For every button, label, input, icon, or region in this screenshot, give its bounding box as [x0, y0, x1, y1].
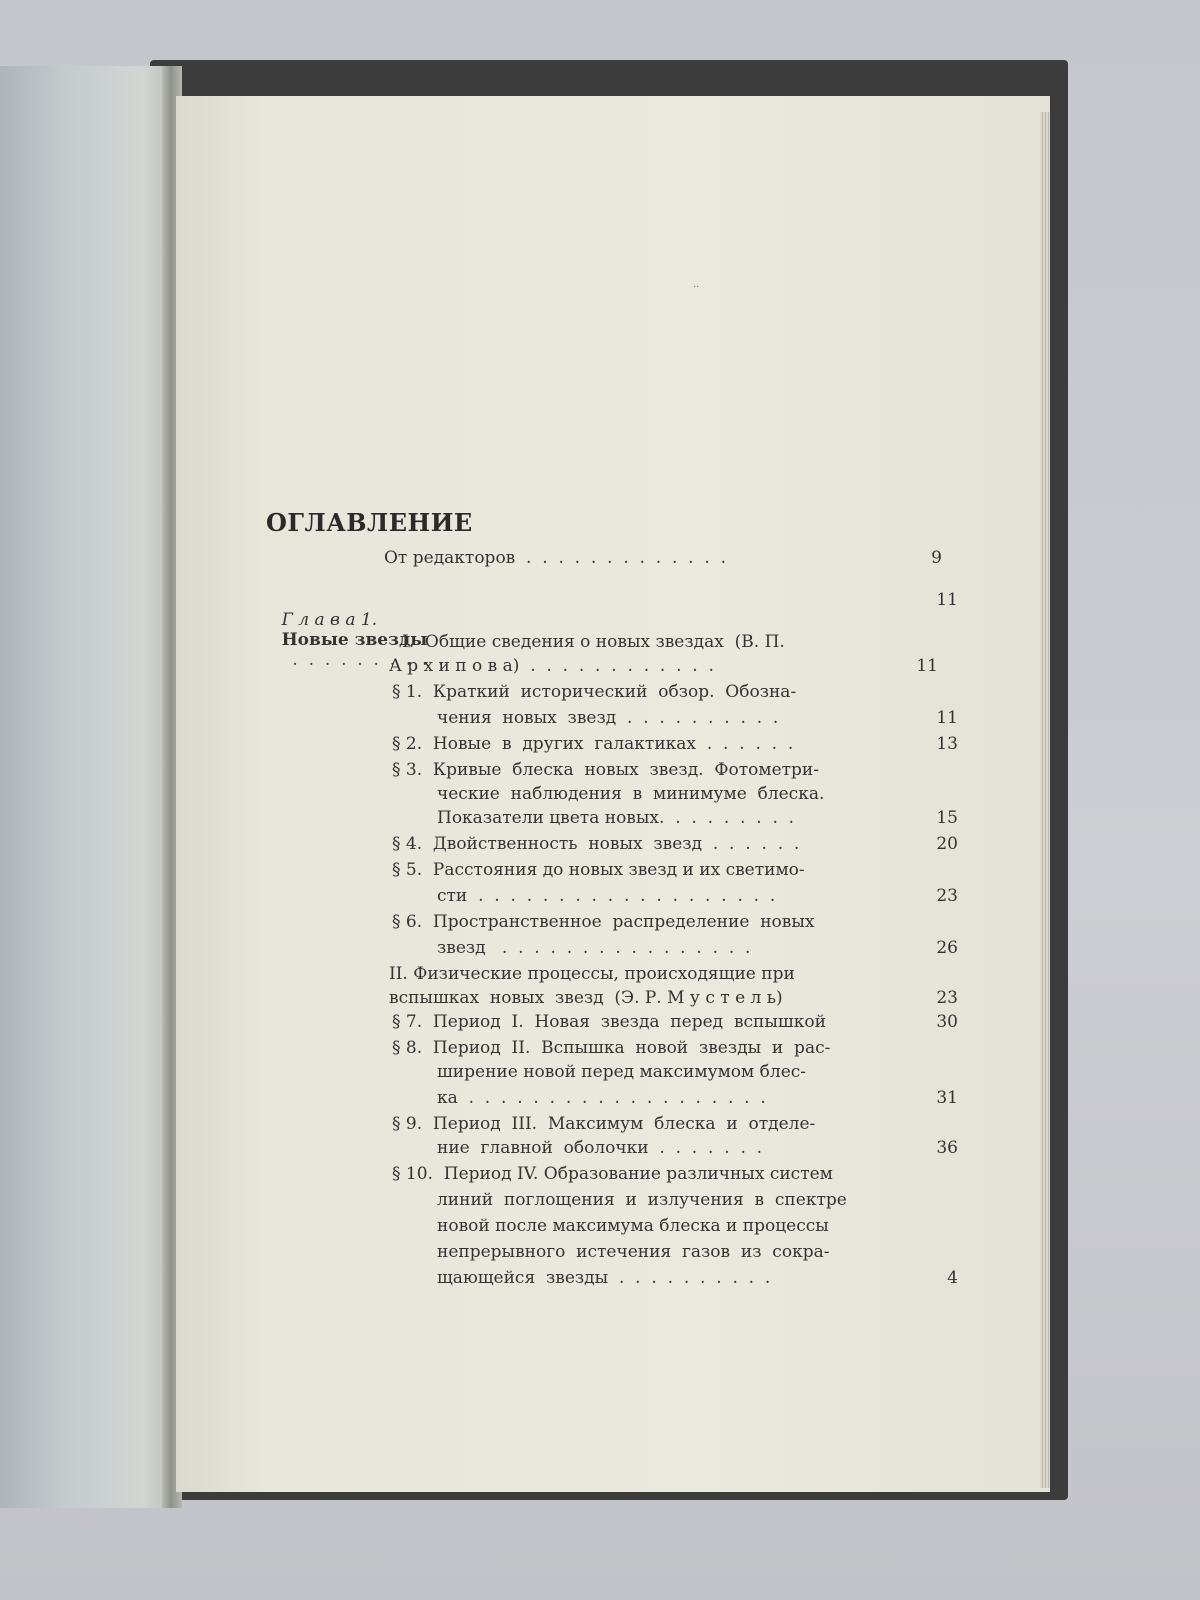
toc-part-2-line-2: вспышках новых звезд (Э. Р. М у с т е л ь)	[389, 988, 783, 1008]
toc-entry-s9	[437, 1138, 958, 1160]
toc-page-number: 15	[936, 808, 958, 828]
toc-entry-foreword	[384, 548, 942, 570]
toc-entry-text: От редакторов . . . . . . . . . . . . .	[384, 548, 726, 568]
toc-s6-line-2: звезд . . . . . . . . . . . . . . . .	[437, 938, 751, 958]
toc-page-number: 23	[936, 886, 958, 906]
toc-entry-s6	[437, 938, 958, 960]
toc-s8-line-2: ширение новой перед максимумом блес-	[437, 1062, 807, 1082]
toc-s8-line-1: § 8. Период II. Вспышка новой звезды и рас-	[392, 1038, 831, 1058]
toc-s5-line-2: сти . . . . . . . . . . . . . . . . . . .	[437, 886, 776, 906]
toc-s10-line-4: непрерывного истечения газов из сокра-	[437, 1242, 830, 1262]
toc-s10-line-1: § 10. Период IV. Образование различных систем	[392, 1164, 833, 1184]
toc-s9-line-2: ние главной оболочки . . . . . . .	[437, 1138, 763, 1158]
toc-s3-line-2: ческие наблюдения в минимуме блеска.	[437, 784, 825, 804]
toc-page-number: 11	[936, 708, 958, 728]
toc-s2-line-1: § 2. Новые в других галактиках . . . . . .	[392, 734, 794, 754]
toc-s5-line-1: § 5. Расстояния до новых звезд и их светимо-	[392, 860, 805, 880]
toc-s3-line-3: Показатели цвета новых. . . . . . . . .	[437, 808, 795, 828]
left-page	[0, 66, 168, 1508]
toc-page-number: 20	[936, 834, 958, 854]
toc-heading: ОГЛАВЛЕНИЕ	[266, 508, 473, 537]
toc-chapter-title: Новые звезды	[281, 630, 428, 650]
toc-s1-line-1: § 1. Краткий исторический обзор. Обозна-	[392, 682, 797, 702]
toc-entry-s4	[392, 834, 958, 856]
page-edge	[1040, 112, 1050, 1488]
toc-page-number: 4	[947, 1268, 958, 1288]
toc-entry-s10	[437, 1268, 958, 1290]
toc-s1-line-2: чения новых звезд . . . . . . . . . .	[437, 708, 779, 728]
toc-page-number: 26	[936, 938, 958, 958]
toc-page-number: 13	[936, 734, 958, 754]
toc-entry-s3	[437, 808, 958, 830]
toc-s4-line-1: § 4. Двойственность новых звезд . . . . . .	[392, 834, 800, 854]
toc-s7-line-1: § 7. Период I. Новая звезда перед вспышкой	[392, 1012, 826, 1032]
toc-entry-part-1	[389, 656, 938, 678]
toc-part-2-line-1: II. Физические процессы, происходящие при	[389, 964, 795, 984]
toc-entry-s8	[437, 1088, 958, 1110]
toc-s3-line-1: § 3. Кривые блеска новых звезд. Фотометри-	[392, 760, 820, 780]
toc-page-number: 31	[936, 1088, 958, 1108]
toc-leader-dots: . . . . . . . . . .	[281, 650, 444, 670]
toc-s8-line-3: ка . . . . . . . . . . . . . . . . . . .	[437, 1088, 766, 1108]
toc-page-number: 11	[936, 590, 958, 610]
toc-s9-line-1: § 9. Период III. Максимум блеска и отделе-	[392, 1114, 816, 1134]
ink-speck	[693, 282, 703, 286]
toc-s10-line-5: щающейся звезды . . . . . . . . . .	[437, 1268, 771, 1288]
toc-s10-line-3: новой после максимума блеска и процессы	[437, 1216, 829, 1236]
toc-entry-s2	[392, 734, 958, 756]
toc-s6-line-1: § 6. Пространственное распределение новых	[392, 912, 815, 932]
toc-entry-s5	[437, 886, 958, 908]
toc-page-number: 30	[936, 1012, 958, 1032]
toc-page-number: 23	[936, 988, 958, 1008]
toc-page-number: 11	[916, 656, 938, 676]
toc-chapter-prefix: Г л а в а 1.	[281, 610, 378, 630]
toc-page-number: 9	[931, 548, 942, 568]
toc-page-number: 36	[936, 1138, 958, 1158]
toc-entry-s1	[437, 708, 958, 730]
toc-part-1-line-2: А р х и п о в а) . . . . . . . . . . . .	[389, 656, 714, 676]
toc-entry-part-2	[389, 988, 958, 1010]
toc-part-1-line-1: I. Общие сведения о новых звездах (В. П.	[402, 632, 785, 652]
toc-entry-s7	[392, 1012, 958, 1034]
toc-s10-line-2: линий поглощения и излучения в спектре	[437, 1190, 847, 1210]
